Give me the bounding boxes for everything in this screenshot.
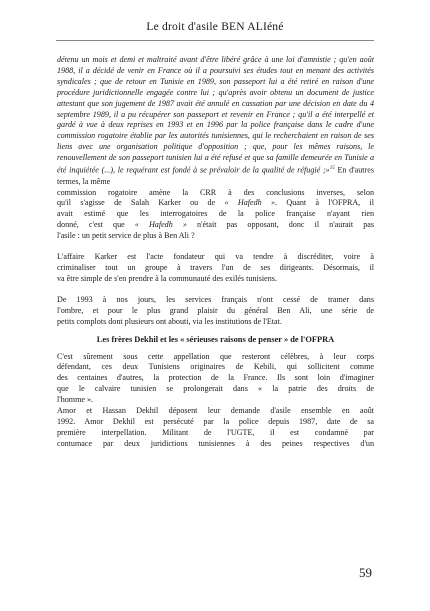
para1-line3-post: . Quant à l'OFPRA, il: [275, 198, 374, 208]
para1-line6: l'asile : un petit service de plus à Ben Ali ?: [57, 231, 195, 241]
quote-text: détenu un mois et demi et maltraité avant d'être libéré grâce à une loi d'amnistie ; qu'en août 1988, il a décidé de venir en France où il a poursuivi ses études tout en menant des activités syndicales ; que de retour en Tunisie en 1989, son passeport lui a été retiré en raison d'une procédure juridictionnelle engagée contre lui ; qu'après avoir obtenu un document de justice attestant que son jugement de 1987 avait été annulé en cassation par une décision en date du 4 septembre 1989, il a pu récupérer son passeport et revenir en France ; qu'il a été interpellé et gardé à vue à deux reprises en 1993 et en 1996 par la police française dans le cadre d'une commission rogatoire établie par les autorités tunisiennes, qui le recherchaient en raison de ses liens avec une organisation politique d'opposition ; que, pour les mêmes raisons, le renouvellement de son passeport tunisien lui a été refusé et que sa famille demeurée en Tunisie a été inquiétée (...), le requérant est fondé à se prévaloir de la qualité de réfugié ;»: [57, 55, 374, 175]
para1-line3-pre: qu'il s'agisse de Salah Karker ou de: [57, 198, 216, 208]
hafedh-quote-2: « Hafedh »: [134, 220, 187, 230]
hafedh-quote: « Hafedh »: [224, 198, 276, 208]
para5-line4: contumace par deux juridictions tunisiennes à des peines respectives d'un: [57, 438, 374, 448]
para4-line1: C'est sûrement sous cette appellation que resteront célèbres, à leur corps: [57, 351, 374, 361]
para1-line4: avait estimé que les interrogatoires de la police française n'ayant rien: [57, 209, 374, 219]
para4-line4: que le calvaire tunisien se prolongerait dans « la patrie des droits de: [57, 384, 374, 394]
para5-line3: première interpellation. Militant de l'UGTE, il est condamné par: [57, 427, 374, 437]
para1-line5-post: n'était pas opposant, donc il n'aurait pas: [197, 220, 374, 230]
quoted-decision: [57, 55, 374, 188]
para1-line2: commission rogatoire amène la CRR à des conclusions inverses, selon: [57, 187, 374, 197]
footnote-marker: 15: [329, 166, 335, 172]
page-body: [57, 55, 374, 450]
para1-line5-pre: donné, c'est que: [57, 220, 125, 230]
para3-line2: l'ombre, et pour le plus grand plaisir du général Ben Ali, une série de: [57, 305, 374, 315]
para1-line1-rest: En d'autres termes, la même: [57, 165, 374, 186]
para2-line2: criminaliser tout un groupe à travers l'un de ses dirigeants. Désormais, il: [57, 263, 374, 272]
running-header: Le droit d'asile BEN ALIéné: [146, 21, 284, 33]
para3-line1: De 1993 à nos jours, les services français n'ont cessé de tramer dans: [57, 294, 374, 304]
para1-line3: [57, 198, 374, 209]
para3-line3: petits complots dont plusieurs ont abouti, via les institutions de l'Etat.: [57, 316, 282, 326]
section-title: Les frères Dekhil et les « sérieuses raisons de penser » de l'OFPRA: [96, 334, 335, 344]
para5-line1: Amor et Hassan Dekhil déposent leur demande d'asile ensemble en août: [57, 406, 374, 416]
para4-line5: l'homme ».: [57, 395, 94, 405]
para4-line3: des centaines d'autres, la protection de la France. Ils sont loin d'imaginer: [57, 373, 374, 383]
header-rule: [56, 40, 374, 41]
para5-line2: 1992. Amor Dekhil est persécuté par la police depuis 1987, date de sa: [57, 416, 374, 426]
para2-line1: L'affaire Karker est l'acte fondateur qui va tendre à discréditer, voire à: [57, 252, 374, 262]
para2-line3: va être simple de s'en prendre à la communauté des exilés tunisiens.: [57, 273, 277, 283]
para1-line5: [57, 220, 374, 231]
para4-line2: défendant, ces deux Tunisiens originaires de Kebili, qui sollicitent comme: [57, 362, 374, 372]
page-number: 59: [359, 565, 372, 580]
